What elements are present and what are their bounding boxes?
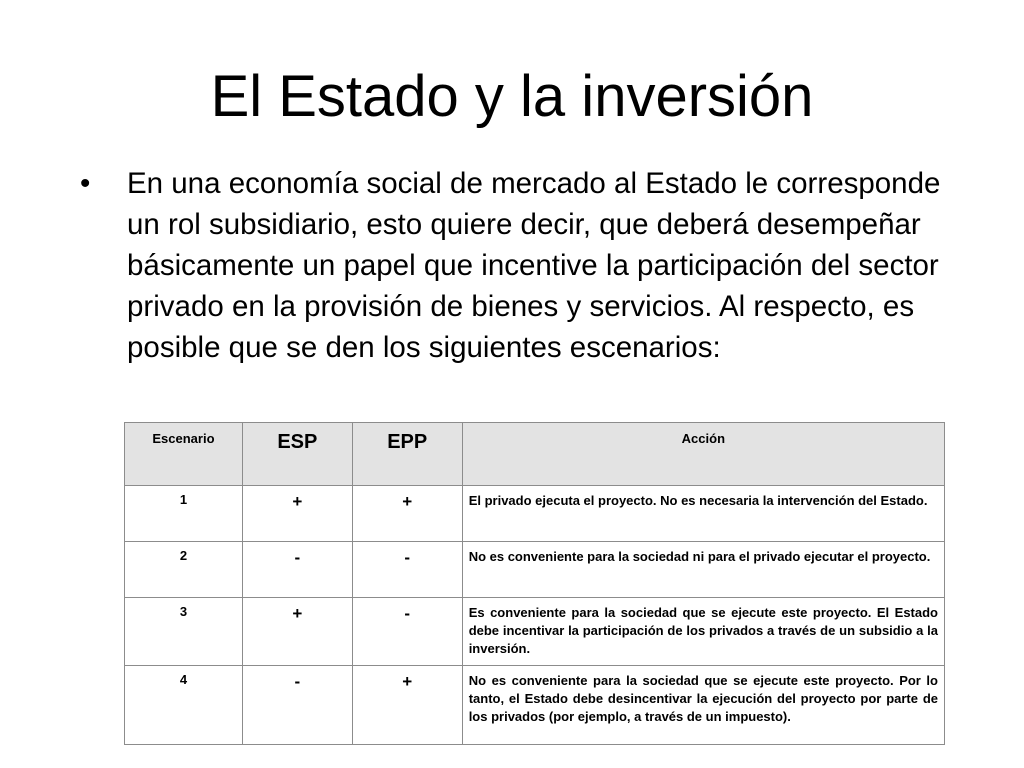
header-escenario: Escenario [125,423,243,486]
header-accion: Acción [462,423,944,486]
cell-esp: + [242,598,352,666]
header-epp: EPP [352,423,462,486]
cell-epp: + [352,666,462,745]
cell-accion: No es conveniente para la sociedad que se ejecute este proyecto. Por lo tanto, el Estado debe desincentivar la ejecución del proyecto por parte de los privados (por ejemplo, a través de un impuesto). [462,666,944,745]
table-row [125,486,945,542]
table-row [125,598,945,666]
slide-title: El Estado y la inversión [210,64,814,129]
cell-esp: - [242,666,352,745]
cell-accion: El privado ejecuta el proyecto. No es necesaria la intervención del Estado. [462,486,944,542]
cell-esp: - [242,542,352,598]
cell-epp: + [352,486,462,542]
scenarios-table [124,422,945,745]
cell-escenario: 2 [125,542,243,598]
table-row [125,542,945,598]
cell-epp: - [352,598,462,666]
cell-epp: - [352,542,462,598]
table-header-row [125,423,945,486]
table-row [125,666,945,745]
cell-escenario: 1 [125,486,243,542]
cell-accion: No es conveniente para la sociedad ni para el privado ejecutar el proyecto. [462,542,944,598]
cell-esp: + [242,486,352,542]
header-esp: ESP [242,423,352,486]
bullet-text: En una economía social de mercado al Estado le corresponde un rol subsidiario, esto quiere decir, que deberá desempeñar básicamente un papel que incentive la participación del sector privado en la provisión de bienes y servicios. Al respecto, es posible que se den los siguientes escenarios: [127,167,941,364]
cell-escenario: 4 [125,666,243,745]
cell-escenario: 3 [125,598,243,666]
bullet-marker: • [80,167,91,200]
cell-accion: Es conveniente para la sociedad que se ejecute este proyecto. El Estado debe incentivar la participación de los privados a través de un subsidio a la inversión. [462,598,944,666]
